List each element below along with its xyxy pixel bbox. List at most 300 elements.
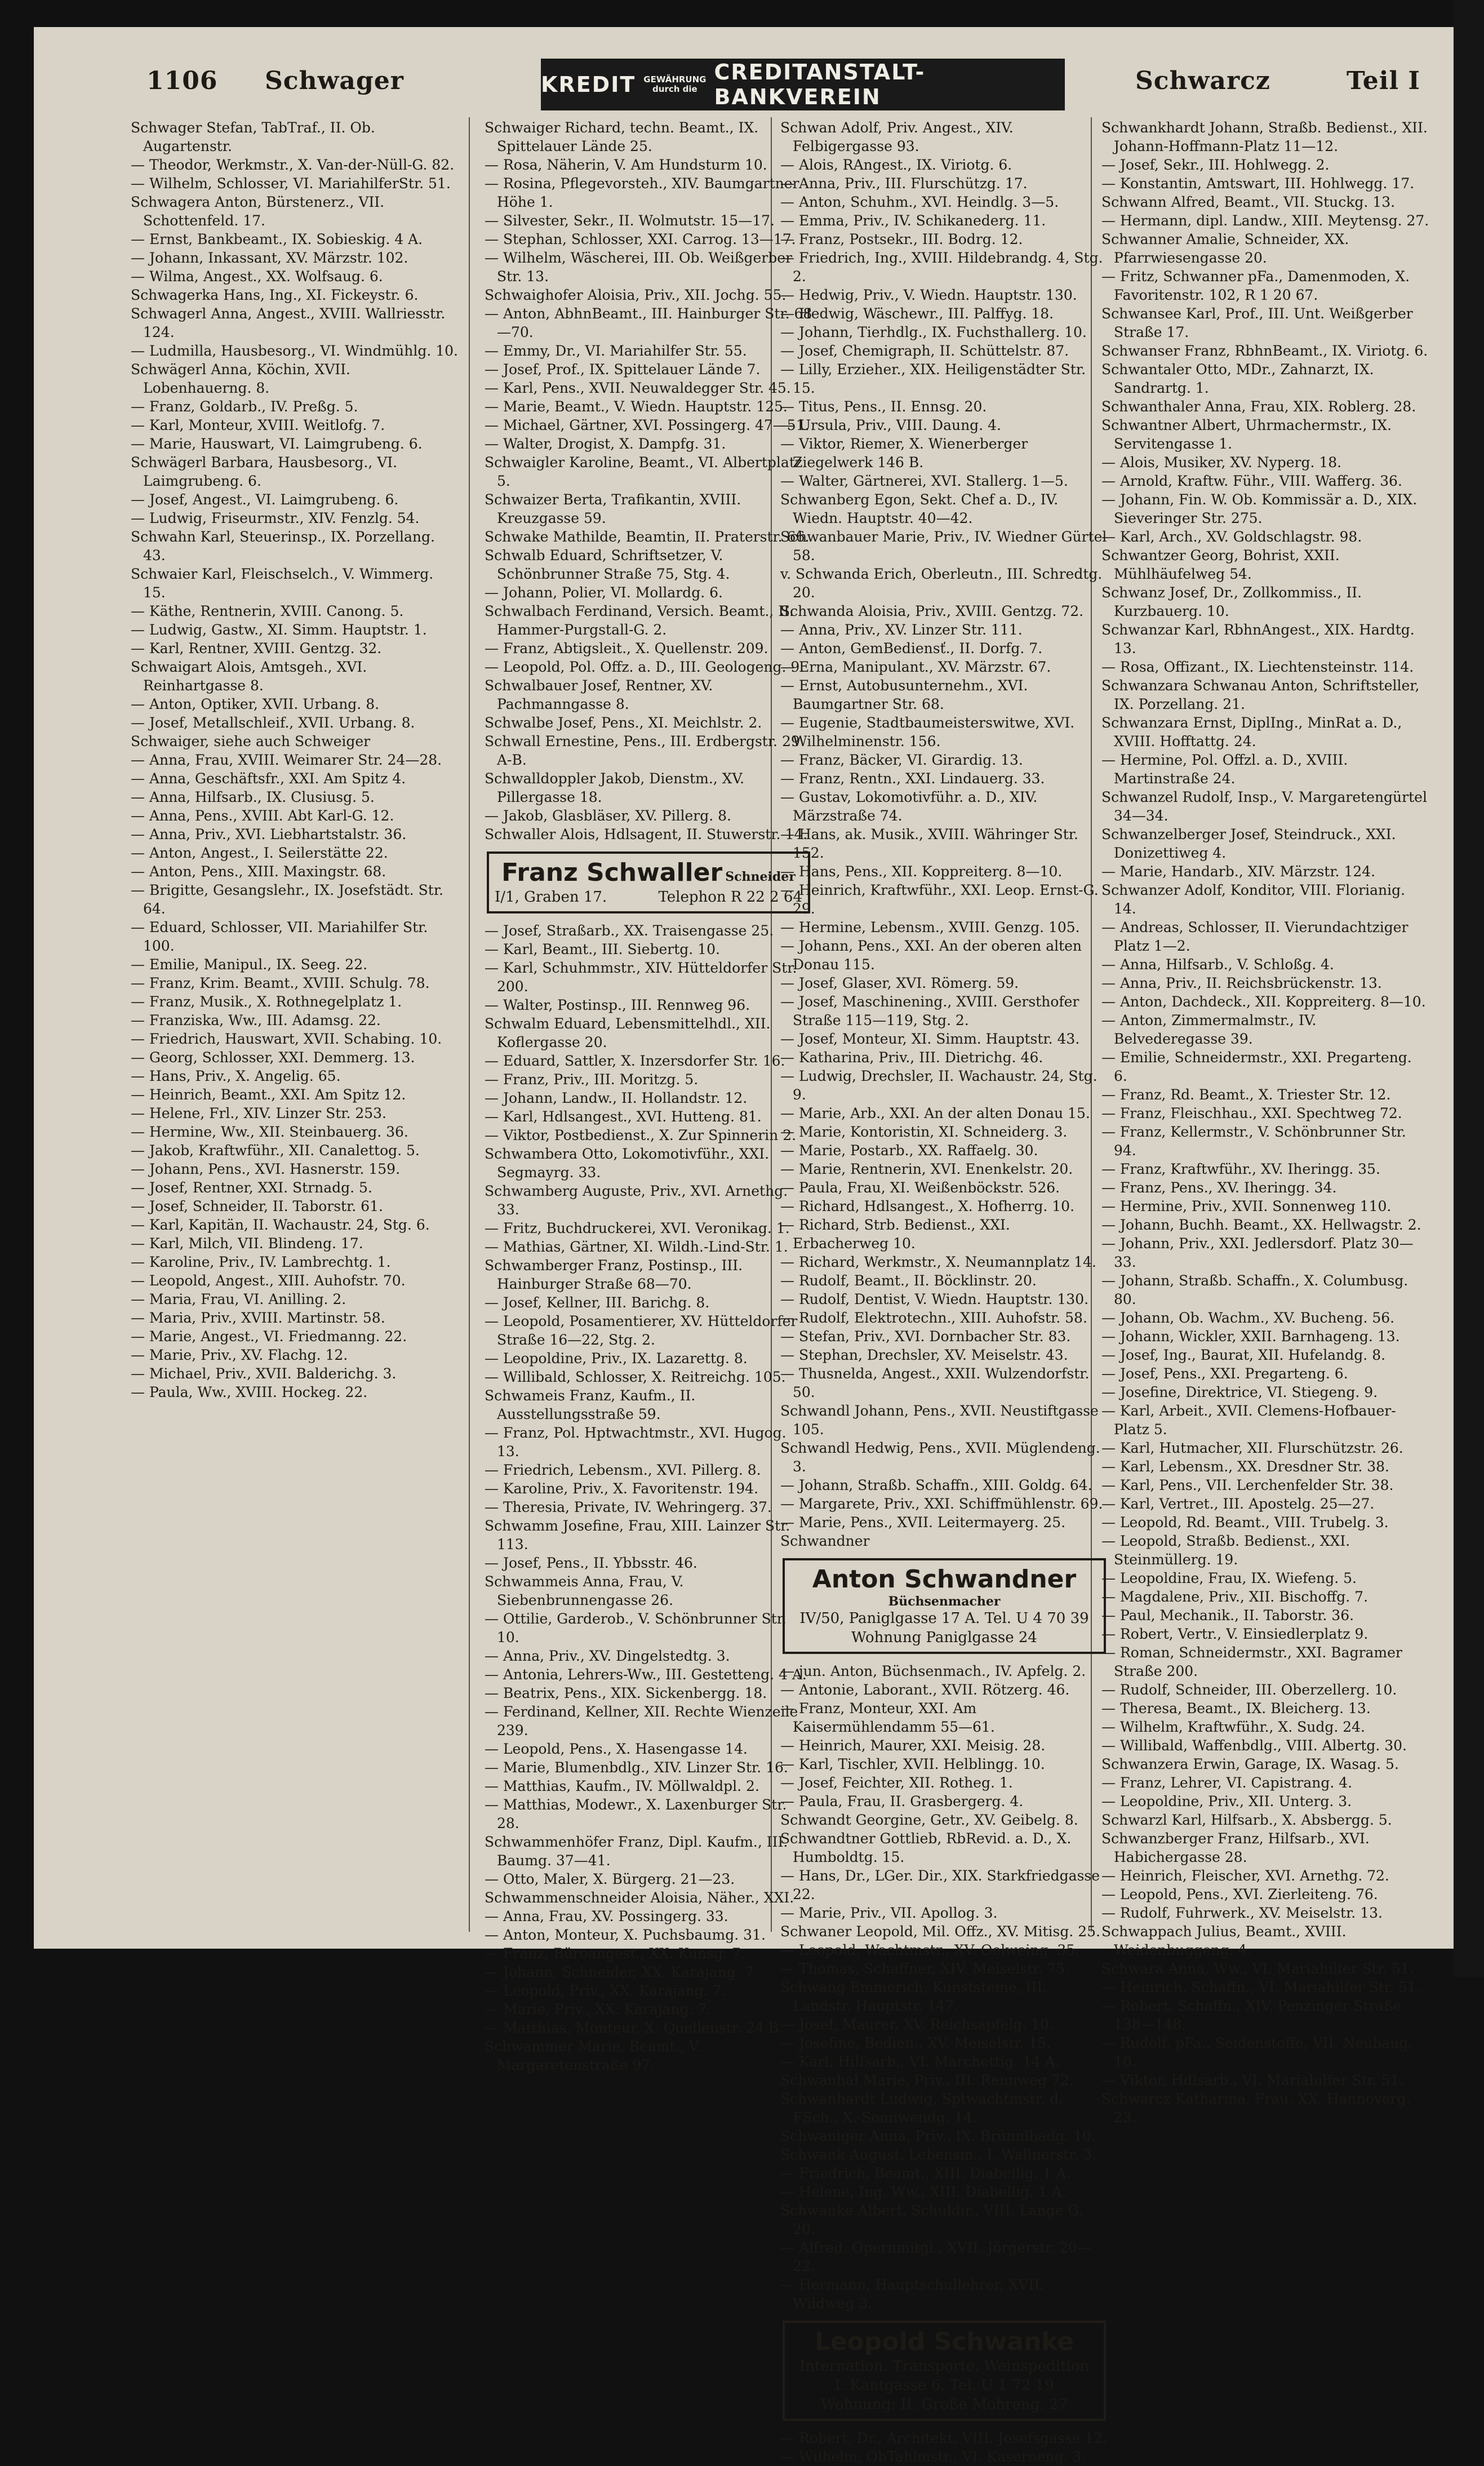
directory-entry: — Antonia, Lehrers-Ww., III. Gestetteng. 4 A. [485,1666,807,1683]
directory-entry: — Hans, Dr., LGer. Dir., XIX. Starkfriedgasse 22. [780,1868,1100,1902]
ad-address: I. Kantgasse 6. Tel. U 1 72 19 [834,2377,1054,2394]
entry-list [1101,118,1429,2127]
directory-entry: — Josef, Maurer, XV. Reichsapfelg. 10. [780,2016,1054,2033]
directory-entry: — Rudolf, pFa., Seidenstoffe, VII. Neubaug. 10. [1101,2035,1413,2070]
directory-entry: — Emilie, Schneidermstr., XXI. Pregarteng. 6. [1101,1049,1412,1084]
directory-entry: — Ludwig, Friseurmstr., XIV. Fenzlg. 54. [131,510,420,526]
directory-entry: Schwammer Marie, Beamt., V. Margaretenstraße 97. [485,2038,701,2073]
directory-entry: — Viktor, Postbedienst., X. Zur Spinnerin 2. [485,1127,797,1143]
directory-entry: — Eduard, Sattler, X. Inzersdorfer Str. 16. [485,1053,785,1069]
directory-entry: — Jakob, Glasbläser, XV. Pillerg. 8. [485,808,731,824]
directory-entry: — Johann, Priv., XXI. Jedlersdorf. Platz 30—33. [1101,1235,1414,1270]
directory-entry: — Josef, Angest., VI. Laimgrubeng. 6. [131,491,399,508]
directory-entry: — Wilhelm, ObTahlmstr., VI. Kaserneng. 3. [780,2449,1086,2465]
directory-entry: — Heinrich, Schaffn., VI. Mariahilfer Str. 51. [1101,1979,1421,1995]
directory-entry: — Ursula, Priv., VIII. Daung. 4. [780,417,1001,433]
directory-entry: — Josef, Glaser, XVI. Römerg. 59. [780,975,1019,991]
directory-entry: — Marie, Priv., VII. Apollog. 3. [780,1905,998,1921]
directory-entry: — Hermine, Pol. Offzl. a. D., XVIII. Martinstraße 24. [1101,752,1348,787]
directory-entry: — Helene, Frl., XIV. Linzer Str. 253. [131,1105,387,1121]
directory-entry: — Karl, Hutmacher, XII. Flurschützstr. 26. [1101,1440,1403,1456]
directory-entry: — Mathias, Gärtner, XI. Wildh.-Lind-Str. 1. [485,1239,788,1255]
directory-entry: — Johann, Pens., XVI. Hasnerstr. 159. [131,1161,401,1177]
directory-entry: Schwagera Anton, Bürstenerz., VII. Schottenfeld. 17. [131,194,385,229]
directory-entry: — Johann, Landw., II. Hollandstr. 12. [485,1090,748,1106]
directory-entry: — Franz, Pol. Hptwachtmstr., XVI. Hugog. 13. [485,1425,787,1460]
ad-address: IV/50, Paniglgasse 17 A. Tel. U 4 70 39 [799,1610,1089,1627]
directory-column-4 [1101,118,1429,2126]
directory-entry: — Paul, Mechanik., II. Taborstr. 36. [1101,1607,1354,1624]
directory-entry: — Franz, Kraftwführ., XV. Iheringg. 35. [1101,1161,1380,1177]
directory-entry: — Josef, Metallschleif., XVII. Urbang. 8. [131,715,415,731]
directory-entry: Schwantaler Otto, MDr., Zahnarzt, IX. Sandrartg. 1. [1101,361,1374,396]
directory-entry: — Theresia, Private, IV. Wehringerg. 37. [485,1499,772,1515]
banner-left-word: KREDIT [541,72,636,97]
ad-business: Internation. Transporte, Weinspedition [799,2358,1090,2375]
directory-entry: Schwahn Karl, Steuerinsp., IX. Porzellang. 43. [131,529,435,564]
directory-entry: — Ernst, Bankbeamt., IX. Sobieskig. 4 A. [131,231,423,247]
directory-entry: — Leopold, Posamentierer, XV. Hütteldorfer Straße 16—22, Stg. 2. [485,1313,798,1348]
directory-entry: — Rudolf, Schneider, III. Oberzellerg. 10. [1101,1682,1397,1698]
directory-entry: — Josef, Rentner, XXI. Strnadg. 5. [131,1179,372,1196]
directory-entry: — Leopold, Pol. Offz. a. D., III. Geologeng. 9. [485,659,805,675]
directory-entry: — Franz, Fleischhau., XXI. Spechtweg 72. [1101,1105,1402,1121]
directory-entry: — Silvester, Sekr., II. Wolmutstr. 15—17. [485,212,775,229]
directory-entry: — Franz, Bäcker, VI. Girardig. 13. [780,752,1023,768]
directory-entry: Schwanke Albert, Schuldir., VIII. Lange G. 20. [780,2202,1083,2237]
directory-entry: — Leopoldine, Frau, IX. Wiefeng. 5. [1101,1570,1357,1586]
directory-entry: — Ludwig, Drechsler, II. Wachaustr. 24, Stg. 9. [780,1068,1098,1103]
directory-entry: — Robert, Schaffn., XIV. Penzinger Straße 138—148. [1101,1998,1402,2033]
directory-entry: — Andreas, Schlosser, II. Vierundachtziger Platz 1—2. [1101,919,1409,954]
ad-residence: Wohnung Paniglgasse 24 [851,1629,1037,1646]
directory-entry: — Leopold, Straßb. Bedienst., XXI. Steinmüllerg. 19. [1101,1533,1350,1568]
directory-entry: — Josef, Monteur, XI. Simm. Hauptstr. 43. [780,1031,1080,1047]
directory-entry: Schwamberger Franz, Postinsp., III. Hainburger Straße 68—70. [485,1257,743,1292]
directory-entry: Schwandt Georgine, Getr., XV. Geibelg. 8. [780,1812,1078,1828]
directory-entry: — Fritz, Schwanner pFa., Damenmoden, X. Favoritenstr. 102, R 1 20 67. [1101,268,1410,303]
directory-entry: — Josef, Kellner, III. Barichg. 8. [485,1294,710,1311]
directory-entry: Schwagerka Hans, Ing., XI. Fickeystr. 6. [131,287,419,303]
directory-entry: Schwara Anna, Ww., VI. Mariahilfer Str. 51. [1101,1961,1414,1977]
column-divider [469,117,470,1932]
banner-small-text [643,75,706,94]
ad-trade: Schneider [725,870,796,884]
directory-entry: — Thomas, Schaffner, XIV. Meiselstr. 75. [780,1961,1069,1977]
directory-entry: — Rosa, Offizant., IX. Liechtensteinstr. 114. [1101,659,1414,675]
directory-entry: — Katharina, Priv., III. Dietrichg. 46. [780,1049,1043,1066]
directory-entry: — Richard, Werkmstr., X. Neumannplatz 14. [780,1254,1096,1270]
banner-small-line-1: GEWÄHRUNG [643,74,707,85]
directory-entry: — Karl, Rentner, XVIII. Gentzg. 32. [131,640,382,657]
directory-entry: — Titus, Pens., II. Ennsg. 20. [780,398,987,415]
directory-entry: — Walter, Postinsp., III. Rennweg 96. [485,997,750,1013]
directory-entry: Schwappach Julius, Beamt., XVIII. Weidenbuggeng. 4. [1101,1923,1347,1958]
directory-entry: — Franz, Lehrer, VI. Capistrang. 4. [1101,1775,1353,1791]
directory-entry: — Richard, Hdlsangest., X. Hofherrg. 10. [780,1198,1075,1214]
ad-phone: Telephon R 22 2 64 [658,889,802,906]
directory-entry: — Robert, Vertr., V. Einsiedlerplatz 9. [1101,1626,1369,1642]
directory-entry: — Heinrich, Maurer, XXI. Meisig. 28. [780,1737,1046,1754]
directory-entry: — Hans, Priv., X. Angelig. 65. [131,1068,341,1084]
page-header [34,27,1454,112]
directory-entry: — Rudolf, Beamt., II. Böcklinstr. 20. [780,1272,1037,1289]
directory-entry: — Karl, Pens., XVII. Neuwaldegger Str. 45. [485,380,791,396]
directory-entry: — Anton, AbhnBeamt., III. Hainburger Str. 68—70. [485,305,812,340]
directory-entry: — Konstantin, Amtswart, III. Hohlwegg. 17. [1101,175,1415,192]
directory-entry: — Karl, Arch., XV. Goldschlagstr. 98. [1101,529,1362,545]
page-number: 1106 [146,66,218,95]
ad-contact-line [495,888,802,907]
directory-entry: — Josef, Chemigraph, II. Schüttelstr. 87. [780,343,1069,359]
directory-entry: — Marie, Handarb., XIV. Märzstr. 124. [1101,863,1376,880]
directory-entry: — Anna, Geschäftsfr., XXI. Am Spitz 4. [131,770,406,787]
directory-entry: — Josef, Maschinening., XVIII. Gersthofer Straße 115—119, Stg. 2. [780,994,1079,1028]
directory-entry: Schwalbauer Josef, Rentner, XV. Pachmanngasse 8. [485,677,713,712]
directory-entry: — Johann, Tierhdlg., IX. Fuchsthallerg. 10. [780,324,1087,340]
directory-entry: Schwansee Karl, Prof., III. Unt. Weißgerber Straße 17. [1101,305,1413,340]
directory-entry: — Marie, Rentnerin, XVI. Enenkelstr. 20. [780,1161,1073,1177]
directory-entry: — Leopold, Pens., XVI. Zierleiteng. 76. [1101,1886,1378,1902]
directory-entry: — Johann, Wickler, XXII. Barnhageng. 13. [1101,1328,1400,1345]
directory-entry: — Maria, Priv., XVIII. Martinstr. 58. [131,1310,385,1326]
directory-entry: — Leopold, Angest., XIII. Auhofstr. 70. [131,1272,406,1289]
directory-entry: — Josef, Straßarb., XX. Traisengasse 25. [485,922,774,939]
ad-residence: Wohnung: II. Große Mohreng. 27 [820,2396,1068,2413]
directory-entry: — Marie, Pens., XVII. Leitermayerg. 25. [780,1514,1066,1531]
directory-entry: — Lilly, Erzieher., XIX. Heiligenstädter Str. 15. [780,361,1086,396]
directory-entry: — Johann, Buchh. Beamt., XX. Hellwagstr. 2. [1101,1217,1421,1233]
directory-entry: — Karl, Lebensm., XX. Dresdner Str. 38. [1101,1458,1389,1475]
directory-entry: Schwägerl Barbara, Hausbesorg., VI. Laimgrubeng. 6. [131,454,398,489]
directory-entry: — Johann, Ob. Wachm., XV. Bucheng. 56. [1101,1310,1395,1326]
directory-entry: — Karoline, Priv., IV. Lambrechtg. 1. [131,1254,391,1270]
directory-entry: — Johann, Straßb. Schaffn., XIII. Goldg. 64. [780,1477,1092,1493]
directory-entry: — Wilhelm, Schlosser, VI. MariahilferStr. 51. [131,175,451,192]
directory-entry: Schwaiger Richard, techn. Beamt., IX. Spittelauer Lände 25. [485,119,759,154]
directory-entry: — Anna, Hilfsarb., IX. Clusiusg. 5. [131,789,375,805]
directory-entry: Schwamberg Auguste, Priv., XVI. Arnethg. 33. [485,1183,788,1218]
directory-entry: — Hermine, Lebensm., XVIII. Genzg. 105. [780,919,1080,935]
directory-entry: Schwandl Hedwig, Pens., XVII. Müglendeng. 3. [780,1440,1100,1475]
directory-entry: — Brigitte, Gesangslehr., IX. Josefstädt. Str. 64. [131,882,443,917]
directory-entry: Schwantner Albert, Uhrmachermstr., IX. Servitengasse 1. [1101,417,1392,452]
directory-entry: Schwanz Josef, Dr., Zollkommiss., II. Kurzbauerg. 10. [1101,584,1362,619]
directory-entry: — Walter, Drogist, X. Dampfg. 31. [485,436,726,452]
directory-entry: — Willibald, Schlosser, X. Reitreichg. 105. [485,1369,786,1385]
directory-entry: Schwalbe Josef, Pens., XI. Meichlstr. 2. [485,715,762,731]
ad-title: Leopold Schwanke [814,2327,1074,2356]
directory-entry: — Karl, Hilfsarb., VI. Marchettig. 14 A. [780,2053,1060,2070]
directory-entry: — Hedwig, Wäschewr., III. Palffyg. 18. [780,305,1054,322]
directory-entry: — Karl, Hdlsangest., XVI. Hutteng. 81. [485,1108,762,1125]
directory-entry: — Marie, Hauswart, VI. Laimgrubeng. 6. [131,436,423,452]
directory-entry: — Stefan, Priv., XVI. Dornbacher Str. 83. [780,1328,1071,1345]
directory-entry: — Karl, Schuhmmstr., XIV. Hütteldorfer Str. 200. [485,960,797,995]
directory-entry: — Anton, Schuhm., XVI. Heindlg. 3—5. [780,194,1059,210]
directory-entry: Schwantzer Georg, Bohrist, XXII. Mühlhäufelweg 54. [1101,547,1340,582]
directory-entry: — Hedwig, Priv., V. Wiedn. Hauptstr. 130. [780,287,1077,303]
entry-list [131,118,459,1401]
directory-page [34,27,1454,2465]
directory-entry: Schwanthaler Anna, Frau, XIX. Roblerg. 28. [1101,398,1416,415]
directory-entry: — Stephan, Drechsler, XV. Meiselstr. 43. [780,1347,1068,1363]
scan-edge [1454,0,1484,1977]
directory-entry: — Heinrich, Kraftwführ., XXI. Leop. Ernst-G. 29. [780,882,1099,917]
directory-entry: — Anton, Angest., I. Seilerstätte 22. [131,845,388,861]
directory-entry: Schwammenschneider Aloisia, Näher., XXI. [485,1890,794,1906]
directory-entry: Schwanberg Egon, Sekt. Chef a. D., IV. Wiedn. Hauptstr. 40—42. [780,491,1059,526]
running-head-last-name: Schwarcz [1135,66,1270,95]
directory-entry: — Marie, Postarb., XX. Raffaelg. 30. [780,1142,1038,1159]
directory-entry: — Leopold, Priv., XX. Karajang. 7. [485,1982,726,1999]
directory-entry: — Emmy, Dr., VI. Mariahilfer Str. 55. [485,343,747,359]
directory-entry: — Robert, Dr., Architekt, VIII. Josefsgasse 12. [780,2430,1108,2446]
directory-entry: — Marie, Blumenbdlg., XIV. Linzer Str. 16. [485,1759,788,1776]
directory-entry: — jun. Anton, Büchsenmach., IV. Apfelg. 2. [780,1663,1086,1679]
directory-entry: — Beatrix, Pens., XIX. Sickenbergg. 18. [485,1685,767,1701]
directory-entry: Schwanhardt Ludwig, Sptwachtmstr. d. FSch., X. Sonnwendg. 14. [780,2091,1063,2126]
directory-entry: — Viktor, Riemer, X. Wienerberger Ziegelwerk 146 B. [780,436,1028,471]
directory-entry: — Leopold, Wachtmstr., XV. Oelweing. 35. [780,1942,1080,1958]
ad-title: Franz Schwaller [501,858,723,887]
directory-entry: — Theodor, Werkmstr., X. Van-der-Nüll-G. 82. [131,157,455,173]
advertisement-leopold-schwanke [783,2321,1106,2421]
directory-entry: — Josef, Ing., Baurat, XII. Hufelandg. 8. [1101,1347,1386,1363]
directory-entry: — Willibald, Waffenbdlg., VIII. Albertg. 30. [1101,1737,1407,1754]
directory-entry: — Emilie, Manipul., IX. Seeg. 22. [131,956,368,973]
directory-entry: — Emma, Priv., IV. Schikanederg. 11. [780,212,1046,229]
directory-entry: — Josef, Pens., XXI. Pregarteng. 6. [1101,1365,1348,1382]
directory-entry: Schwaniger Anna, Priv., IX. Brünnlbadg. 10. [780,2128,1096,2144]
directory-entry: Schwarzl Karl, Hilfsarb., X. Absbergg. 5. [1101,1812,1392,1828]
directory-entry: Schwanzberger Franz, Hilfsarb., XVI. Habichergasse 28. [1101,1830,1370,1865]
directory-entry: — Franz, Priv., III. Moritzg. 5. [485,1071,699,1088]
directory-entry: Schwaier Karl, Fleischselch., V. Wimmerg. 15. [131,566,434,601]
directory-entry: — Eduard, Schlosser, VII. Mariahilfer Str. 100. [131,919,428,954]
directory-entry: — Anton, Pens., XIII. Maxingstr. 68. [131,863,386,880]
directory-entry: — Anna, Priv., III. Flurschützg. 17. [780,175,1028,192]
directory-entry: — Anna, Priv., XV. Linzer Str. 111. [780,622,1023,638]
directory-entry: Schwalm Eduard, Lebensmittelhdl., XII. Koflergasse 20. [485,1015,771,1050]
directory-entry: Schwanser Franz, RbhnBeamt., IX. Viriotg. 6. [1101,343,1428,359]
directory-entry: Schwaizer Berta, Trafikantin, XVIII. Kreuzgasse 59. [485,491,741,526]
directory-entry: — Anton, Monteur, X. Puchsbaumg. 31. [485,1927,766,1943]
directory-column-3 [780,118,1108,2465]
directory-entry: — Ludwig, Gastw., XI. Simm. Hauptstr. 1. [131,622,427,638]
directory-entry: Schwake Mathilde, Beamtin, II. Praterstr. 66. [485,529,810,545]
directory-entry: Schwanhal Marie, Priv., III. Rennweg 72. [780,2072,1074,2088]
directory-entry: — Hans, Pens., XII. Koppreiterg. 8—10. [780,863,1063,880]
directory-entry: Schwaiger, siehe auch Schweiger [131,733,371,749]
directory-entry: — Rudolf, Dentist, V. Wiedn. Hauptstr. 130. [780,1291,1089,1307]
directory-entry: — Karl, Pens., VII. Lerchenfelder Str. 38. [1101,1477,1394,1493]
directory-entry: — Ludmilla, Hausbesorg., VI. Windmühlg. 10. [131,343,458,359]
directory-entry: Schwägerl Anna, Köchin, XVII. Lobenhauerng. 8. [131,361,350,396]
directory-entry: — Karl, Kapitän, II. Wachaustr. 24, Stg. 6. [131,1217,430,1233]
directory-entry: — Wilhelm, Kraftwführ., X. Sudg. 24. [1101,1719,1365,1735]
ad-title: Anton Schwandner [812,1565,1077,1594]
directory-entry: — Johann, Schneider, XX. Karajang. 7. [485,1964,758,1980]
directory-entry: Schwall Ernestine, Pens., III. Erdbergstr. 29 A-B. [485,733,800,768]
directory-column-2 [485,118,812,2073]
directory-entry: — Anton, Zimmermalmstr., IV. Belvederegasse 39. [1101,1012,1317,1047]
directory-entry: Schwandner [780,1533,870,1549]
entry-list [780,118,1108,1550]
directory-entry: — Anna, Priv., XVI. Liebhartstalstr. 36. [131,826,407,842]
directory-entry: — Marie, Angest., VI. Friedmanng. 22. [131,1328,407,1345]
directory-entry: — Franz, Krim. Beamt., XVIII. Schulg. 78. [131,975,430,991]
banner-small-line-2: durch die [652,84,697,94]
directory-entry: — Josef, Sekr., III. Hohlwegg. 2. [1101,157,1330,173]
directory-entry: Schwann Alfred, Beamt., VII. Stuckg. 13. [1101,194,1396,210]
directory-entry: — Marie, Kontoristin, XI. Schneiderg. 3. [780,1124,1068,1140]
directory-entry: — Arnold, Kraftw. Führ., VIII. Wafferg. 36. [1101,473,1402,489]
directory-entry: — Anna, Frau, XVIII. Weimarer Str. 24—28. [131,752,442,768]
directory-entry: — Erna, Manipulant., XV. Märzstr. 67. [780,659,1051,675]
directory-entry: — Anton, Dachdeck., XII. Koppreiterg. 8—10. [1101,994,1426,1010]
directory-entry: — Friedrich, Ing., XVIII. Hildebrandg. 4, Stg. 2. [780,250,1103,285]
running-head-first-name: Schwager [265,66,404,95]
directory-entry: Schwandl Johann, Pens., XVII. Neustiftgasse 105. [780,1403,1099,1438]
directory-entry: Schwanner Amalie, Schneider, XX. Pfarrwiesengasse 20. [1101,231,1349,266]
directory-entry: Schwagerl Anna, Angest., XVIII. Wallriesstr. 124. [131,305,446,340]
directory-entry: — Matthias, Modewr., X. Laxenburger Str. 28. [485,1797,787,1831]
directory-entry: — Paula, Frau, XI. Weißenböckstr. 526. [780,1179,1060,1196]
directory-entry: — Alfred, Opernmitgl., XVII. Jörgerstr. 20—22. [780,2239,1091,2274]
directory-entry: — Ottilie, Garderob., V. Schönbrunner Str. 10. [485,1611,787,1646]
directory-entry: — Hermann, dipl. Landw., XIII. Meytensg. 27. [1101,212,1429,229]
directory-entry: — Käthe, Rentnerin, XVIII. Canong. 5. [131,603,404,619]
directory-entry: — Wilhelm, Wäscherei, III. Ob. Weißgerber Str. 13. [485,250,793,285]
directory-entry: — Franz, Postsekr., III. Bodrg. 12. [780,231,1023,247]
directory-entry: — Josef, Schneider, II. Taborstr. 61. [131,1198,383,1214]
directory-entry: — Michael, Gärtner, XVI. Possingerg. 47—51. [485,417,810,433]
entry-list [780,1662,1108,2313]
directory-entry: Schwanda Aloisia, Priv., XVIII. Gentzg. 72. [780,603,1084,619]
directory-entry: — Franz, Pens., XV. Iheringg. 34. [1101,1179,1337,1196]
directory-entry: Schwang Emmerich, Kunststeine, III. Landstr. Hauptstr. 147. [780,1979,1047,2014]
part-label: Teil I [1347,66,1421,95]
directory-entry: — Franziska, Ww., III. Adamsg. 22. [131,1012,381,1028]
directory-entry: Schwalldoppler Jakob, Dienstm., XV. Pillergasse 18. [485,770,745,805]
directory-entry: — Hans, ak. Musik., XVIII. Währinger Str. 152. [780,826,1078,861]
directory-entry: — Hermine, Ww., XII. Steinbauerg. 36. [131,1124,408,1140]
directory-entry: — Karl, Vertret., III. Apostelg. 25—27. [1101,1496,1375,1512]
directory-entry: — Georg, Schlosser, XXI. Demmerg. 13. [131,1049,415,1066]
directory-entry: Schwanzar Karl, RbhnAngest., XIX. Hardtg. 13. [1101,622,1415,657]
directory-entry: — Antonie, Laborant., XVII. Rötzerg. 46. [780,1682,1070,1698]
directory-entry: — Paula, Frau, II. Grasbergerg. 4. [780,1793,1024,1809]
directory-entry: Schwalbach Ferdinand, Versich. Beamt., II. Hammer-Purgstall-G. 2. [485,603,794,638]
directory-entry: — Franz, Rd. Beamt., X. Triester Str. 12. [1101,1086,1391,1103]
directory-entry: — Rudolf, Elektrotechn., XIII. Auhofstr. 58. [780,1310,1087,1326]
directory-entry: — Alois, Musiker, XV. Nyperg. 18. [1101,454,1342,471]
directory-entry: — Maria, Frau, VI. Anilling. 2. [131,1291,346,1307]
directory-entry: — Johann, Polier, VI. Mollardg. 6. [485,584,723,601]
directory-entry: — Josefine, Direktrice, VI. Stiegeng. 9. [1101,1384,1378,1400]
directory-entry: — Anna, Hilfsarb., V. Schloßg. 4. [1101,956,1334,973]
directory-entry: — Michael, Priv., XVII. Balderichg. 3. [131,1365,397,1382]
directory-entry: — Karl, Tischler, XVII. Helblingg. 10. [780,1756,1045,1772]
directory-entry: — Fritz, Buchdruckerei, XVI. Veronikag. 1. [485,1220,790,1236]
directory-entry: — Rosina, Pflegevorsteh., XIV. Baumgartner Höhe 1. [485,175,799,210]
directory-entry: — Anna, Frau, XV. Possingerg. 33. [485,1908,728,1924]
directory-entry: — Anton, Optiker, XVII. Urbang. 8. [131,696,380,712]
advertising-banner [541,59,1065,110]
entry-list [485,921,812,2074]
directory-entry: — Paula, Ww., XVIII. Hockeg. 22. [131,1384,368,1400]
directory-entry: — Anna, Pens., XVIII. Abt Karl-G. 12. [131,808,394,824]
directory-entry: Schwanzara Schwanau Anton, Schriftsteller, IX. Porzellang. 21. [1101,677,1420,712]
directory-entry: Schwanbauer Marie, Priv., IV. Wiedner Gürtel 58. [780,529,1107,564]
directory-entry: Schwan Adolf, Priv. Angest., XIV. Felbigergasse 93. [780,119,1014,154]
directory-entry: Schwaigler Karoline, Beamt., VI. Albertplatz 5. [485,454,803,489]
directory-entry: Schwamm Josefine, Frau, XIII. Lainzer Str. 113. [485,1518,790,1553]
directory-entry: Schwameis Franz, Kaufm., II. Ausstellungsstraße 59. [485,1387,696,1422]
directory-entry: — Viktor, Hdlsarb., VI. Mariahilfer Str. 51. [1101,2072,1404,2088]
directory-entry: — Ferdinand, Kellner, XII. Rechte Wienzeile 239. [485,1704,798,1738]
directory-entry: — Franz, Rentn., XXI. Lindauerg. 33. [780,770,1045,787]
directory-entry: — Jakob, Kraftwführ., XII. Canalettog. 5. [131,1142,420,1159]
directory-entry: — Hermine, Priv., XVII. Sonnenweg 110. [1101,1198,1392,1214]
directory-entry: — Karl, Arbeit., XVII. Clemens-Hofbauer-Platz 5. [1101,1403,1396,1438]
directory-entry: — Otto, Maler, X. Bürgerg. 21—23. [485,1871,735,1887]
directory-entry: — Johann, Fin. W. Ob. Kommissär a. D., XIX. Sieveringer Str. 275. [1101,491,1418,526]
directory-entry: — Rudolf, Fuhrwerk., XV. Meiselstr. 13. [1101,1905,1383,1921]
directory-entry: — Eugenie, Stadtbaumeisterswitwe, XVI. Wilhelminenstr. 156. [780,715,1075,749]
directory-entry: — Margarete, Priv., XXI. Schiffmühlenstr. 69. [780,1496,1103,1512]
directory-entry: Schwanzer Adolf, Konditor, VIII. Florianig. 14. [1101,882,1406,917]
banner-bank-name: CREDITANSTALT-BANKVEREIN [714,60,926,109]
directory-entry: — Karl, Beamt., III. Siebertg. 10. [485,941,720,957]
directory-entry: Schwanzera Erwin, Garage, IX. Wasag. 5. [1101,1756,1399,1772]
directory-entry: — Wilma, Angest., XX. Wolfsaug. 6. [131,268,383,285]
directory-entry: — Theresa, Beamt., IX. Bleicherg. 13. [1101,1700,1371,1717]
directory-entry: Schwank August, Lebensm., I. Wallnerstr. 3. [780,2146,1097,2163]
directory-entry: — Friedrich, Hauswart, XVII. Schabing. 10. [131,1031,442,1047]
directory-entry: — Heinrich, Fleischer, XVI. Arnethg. 72. [1101,1868,1389,1884]
directory-entry: — Matthias, Monteur, X. Quellenstr. 24 B. [485,2020,784,2036]
directory-entry: — Hermann, Hauptschullehrer, XVII. Wildweg 3. [780,2277,1045,2312]
directory-entry: — Karoline, Priv., X. Favoritenstr. 194. [485,1480,759,1497]
directory-entry: Schwankhardt Johann, Straßb. Bedienst., XII. Johann-Hoffmann-Platz 11—12. [1101,119,1428,154]
directory-entry: — Ernst, Autobusunternehm., XVI. Baumgartner Str. 68. [780,677,1028,712]
directory-entry: — Anna, Priv., XV. Dingelstedtg. 3. [485,1648,730,1664]
directory-entry: — Karl, Monteur, XVIII. Weitlofg. 7. [131,417,385,433]
directory-entry: — Gustav, Lokomotivführ. a. D., XIV. Märzstraße 74. [780,789,1038,824]
directory-entry: Schwanzelberger Josef, Steindruck., XXI. Donizettiweg 4. [1101,826,1396,861]
directory-entry: — Karl, Milch, VII. Blindeng. 17. [131,1235,363,1252]
directory-entry: — Leopoldine, Priv., IX. Lazarettg. 8. [485,1350,748,1367]
directory-entry: — Magdalene, Priv., XII. Bischoffg. 7. [1101,1589,1369,1605]
directory-entry: — Josef, Feichter, XII. Rotheg. 1. [780,1775,1013,1791]
directory-entry: — Josefine, Bedien., XV. Meiselstr. 15. [780,2035,1051,2051]
directory-entry: — Leopoldine, Priv., XII. Unterg. 3. [1101,1793,1352,1809]
directory-entry: — Matthias, Kaufm., IV. Möllwaldpl. 2. [485,1778,759,1794]
directory-entry: — Franz, Musik., X. Rothnegelplatz 1. [131,994,402,1010]
directory-entry: — Richard, Strb. Bedienst., XXI. Erbacherweg 10. [780,1217,1010,1252]
directory-entry: — Rosa, Näherin, V. Am Hundsturm 10. [485,157,767,173]
ad-trade: Büchsenmacher [888,1594,1001,1609]
entry-list [780,2429,1108,2466]
directory-entry: — Thusnelda, Angest., XXII. Wulzendorfstr. 50. [780,1365,1090,1400]
directory-entry: — Friedrich, Lebensm., XVI. Pillerg. 8. [485,1462,761,1478]
directory-entry: — Josef, Prof., IX. Spittelauer Lände 7. [485,361,761,378]
directory-entry: — Marie, Priv., XV. Flachg. 12. [131,1347,348,1363]
directory-entry: — Marie, Arb., XXI. An der alten Donau 15. [780,1105,1090,1121]
directory-entry: Schwaigart Alois, Amtsgeh., XVI. Reinhartgasse 8. [131,659,367,694]
